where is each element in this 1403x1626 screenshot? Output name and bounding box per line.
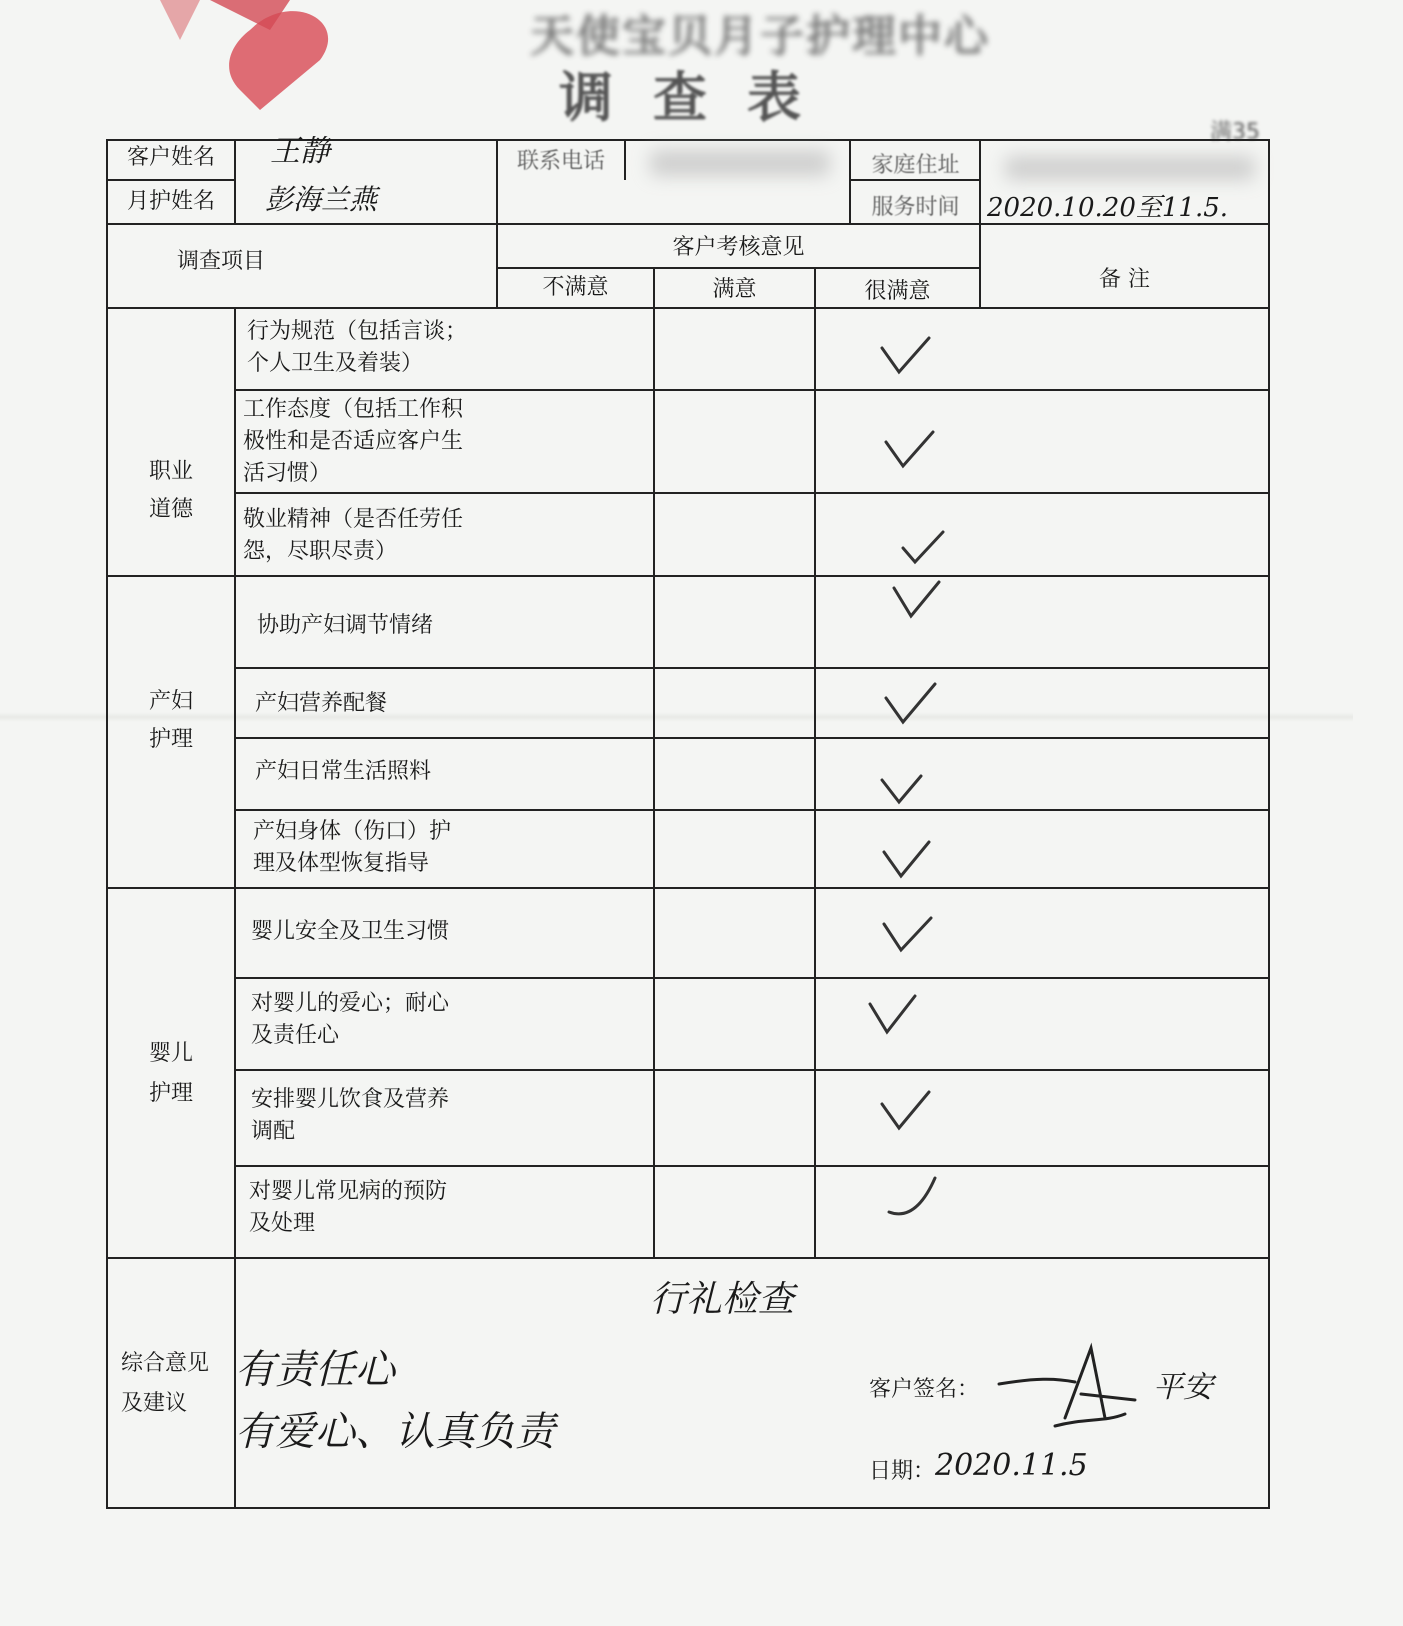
- checkmark-icon: [881, 428, 941, 478]
- checkmark-icon: [877, 334, 937, 384]
- customer-opinion-header: 客户考核意见: [672, 235, 805, 260]
- checkmark-icon: [895, 528, 955, 578]
- handwritten-comment: 有责任心: [235, 1347, 395, 1393]
- category-label: 职业: [148, 459, 193, 484]
- summary-label: 综合意见: [121, 1351, 210, 1376]
- survey-item: 对婴儿的爱心；耐心 及责任心: [251, 991, 450, 1048]
- checkmark-icon: [879, 914, 939, 964]
- handwritten-comment: 有爱心、认真负责: [235, 1409, 555, 1455]
- survey-item: 产妇日常生活照料: [255, 759, 432, 784]
- survey-item: 安排婴儿饮食及营养 调配: [251, 1087, 450, 1144]
- signature-scribble-icon: [995, 1338, 1145, 1434]
- survey-item: 行为规范（包括言谈； 个人卫生及着装）: [247, 319, 468, 376]
- survey-table: [105, 134, 1273, 1510]
- survey-item: 产妇营养配餐: [255, 691, 388, 716]
- checkmark-icon: [877, 772, 937, 822]
- summary-label: 及建议: [121, 1391, 188, 1416]
- survey-item: 产妇身体（伤口）护 理及体型恢复指导: [253, 819, 452, 876]
- service-time-value: 2020.10.20至11.5.: [987, 193, 1229, 223]
- survey-item: 对婴儿常见病的预防 及处理: [249, 1179, 448, 1236]
- checkmark-icon: [877, 1090, 937, 1140]
- survey-item: 敬业精神（是否任劳任 怨，尽职尽责）: [243, 507, 464, 564]
- document-title: 调查表: [559, 66, 841, 129]
- customer-name-label: 客户姓名: [126, 145, 215, 170]
- customer-name-value: 王静: [270, 134, 330, 169]
- category-label: 婴儿: [148, 1041, 193, 1066]
- category-label: 护理: [148, 1081, 193, 1106]
- col-very-satisfied: 很满意: [864, 279, 931, 304]
- survey-item: 工作态度（包括工作积 极性和是否适应客户生 活习惯）: [243, 397, 464, 486]
- checkmark-icon: [889, 580, 949, 630]
- nanny-name-value: 彭海兰燕: [265, 183, 378, 216]
- checkmark-icon: [881, 682, 941, 732]
- checkmark-icon: [885, 1174, 945, 1224]
- category-label: 产妇: [148, 689, 193, 714]
- col-unsatisfied: 不满意: [542, 275, 609, 300]
- checkmark-icon: [879, 838, 939, 888]
- corner-handwritten-mark: 满35: [1210, 120, 1260, 145]
- col-satisfied: 满意: [712, 277, 757, 302]
- checkmark-icon: [865, 994, 925, 1044]
- redacted-phone: [650, 150, 830, 176]
- survey-item: 协助产妇调节情绪: [257, 613, 434, 638]
- address-label: 家庭住址: [871, 153, 960, 178]
- category-label: 护理: [148, 727, 193, 752]
- remarks-header: 备 注: [1099, 267, 1150, 292]
- service-time-label: 服务时间: [871, 195, 960, 220]
- redacted-address: [1005, 156, 1255, 180]
- signature-label: 客户签名：: [869, 1377, 980, 1402]
- category-label: 道德: [148, 497, 193, 522]
- phone-label: 联系电话: [516, 149, 605, 174]
- heart-logo-icon: [140, 0, 340, 110]
- survey-items-header: 调查项目: [177, 249, 266, 274]
- survey-item: 婴儿安全及卫生习惯: [251, 919, 450, 944]
- signature-value: 平安: [1153, 1370, 1213, 1405]
- date-label: 日期：: [869, 1459, 936, 1484]
- nanny-name-label: 月护姓名: [126, 189, 215, 214]
- date-value: 2020.11.5: [935, 1448, 1088, 1483]
- organization-name: 天使宝贝月子护理中心: [530, 11, 990, 62]
- handwritten-note: 行礼检查: [650, 1279, 795, 1320]
